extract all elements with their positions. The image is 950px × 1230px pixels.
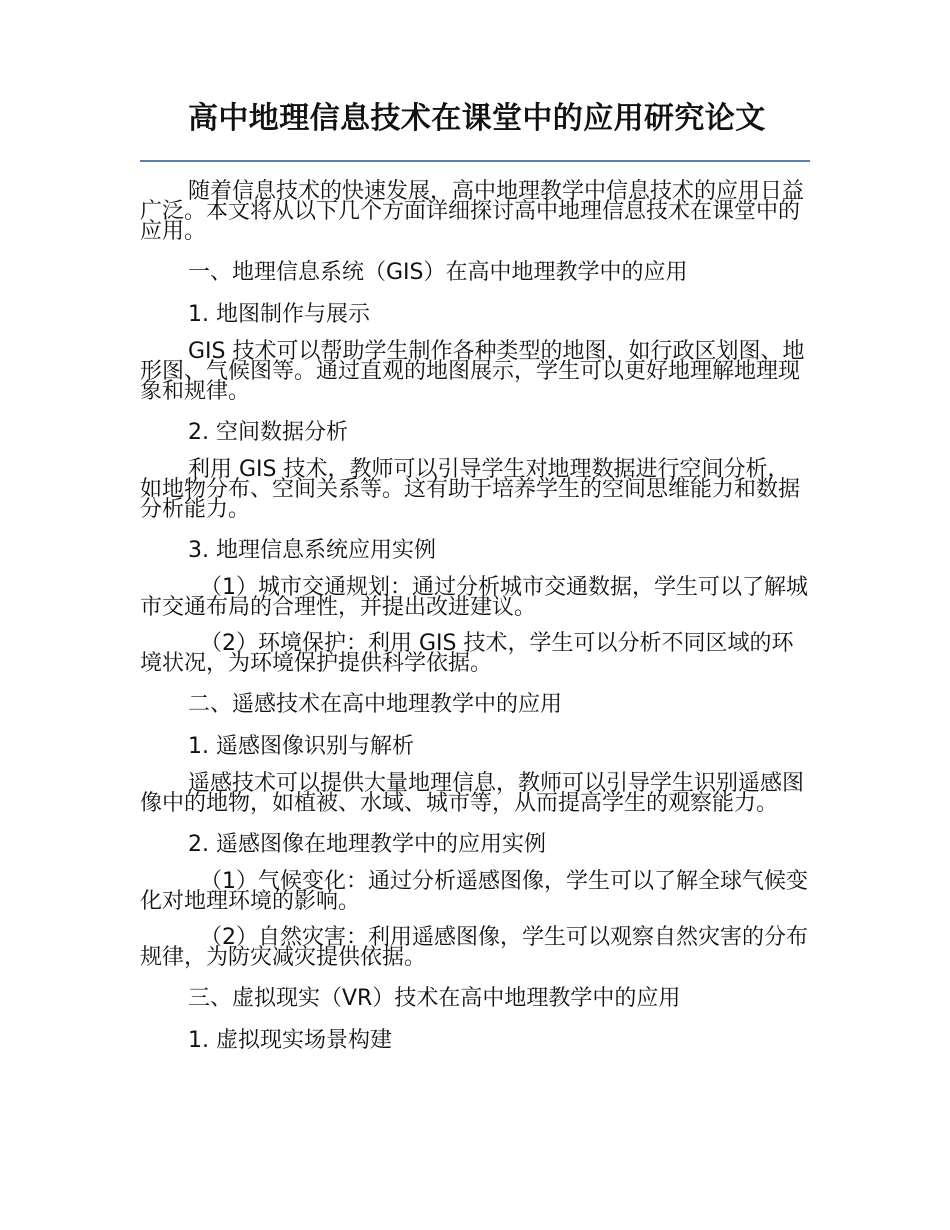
section-2-sub-2-item-2: （2）自然灾害：利用遥感图像，学生可以观察自然灾害的分布规律，为防灾减灾提供依据。 xyxy=(140,925,808,970)
section-1-sub-1-heading: 1. 地图制作与展示 xyxy=(188,302,370,327)
section-1-sub-3-heading: 3. 地理信息系统应用实例 xyxy=(188,538,436,563)
section-3-sub-1-heading: 1. 虚拟现实场景构建 xyxy=(188,1028,392,1053)
section-2-sub-2-heading: 2. 遥感图像在地理教学中的应用实例 xyxy=(188,832,546,857)
section-2-heading: 二、遥感技术在高中地理教学中的应用 xyxy=(188,692,563,717)
section-3-heading: 三、虚拟现实（VR）技术在高中地理教学中的应用 xyxy=(188,986,681,1011)
section-1-sub-2-heading: 2. 空间数据分析 xyxy=(188,420,348,445)
intro-paragraph: 随着信息技术的快速发展，高中地理教学中信息技术的应用日益广泛。本文将从以下几个方面详细探讨高中地理信息技术在课堂中的应用。 xyxy=(140,179,805,244)
section-1-sub-2-paragraph: 利用 GIS 技术，教师可以引导学生对地理数据进行空间分析，如地物分布、空间关系等。这有助于培养学生的空间思维能力和数据分析能力。 xyxy=(140,457,801,522)
section-2-sub-2-item-1: （1）气候变化：通过分析遥感图像，学生可以了解全球气候变化对地理环境的影响。 xyxy=(140,869,808,914)
section-2-sub-1-heading: 1. 遥感图像识别与解析 xyxy=(188,734,414,759)
document-title: 高中地理信息技术在课堂中的应用研究论文 xyxy=(188,101,766,136)
section-1-sub-1-paragraph: GIS 技术可以帮助学生制作各种类型的地图，如行政区划图、地形图、气候图等。通过直观的地图展示，学生可以更好地理解地理现象和规律。 xyxy=(140,339,805,404)
section-2-sub-1-paragraph: 遥感技术可以提供大量地理信息，教师可以引导学生识别遥感图像中的地物，如植被、水域、城市等，从而提高学生的观察能力。 xyxy=(140,771,805,816)
document-body xyxy=(140,178,810,1064)
section-1-sub-3-item-1: （1）城市交通规划：通过分析城市交通数据，学生可以了解城市交通布局的合理性，并提出改进建议。 xyxy=(140,575,808,620)
section-1-heading: 一、地理信息系统（GIS）在高中地理教学中的应用 xyxy=(188,260,688,285)
title-divider xyxy=(140,160,810,162)
section-1-sub-3-item-2: （2）环境保护：利用 GIS 技术，学生可以分析不同区域的环境状况，为环境保护提供科学依据。 xyxy=(140,631,794,676)
